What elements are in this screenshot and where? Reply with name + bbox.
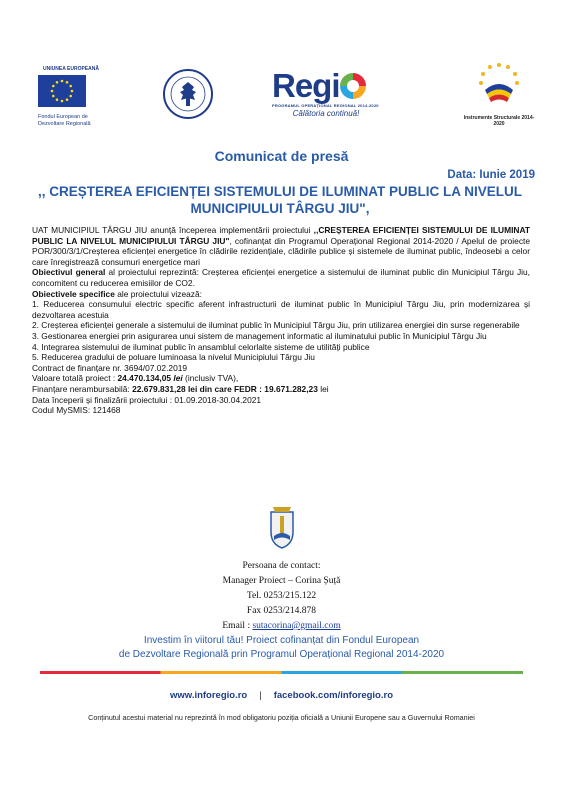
mysmis-code: Codul MySMIS: 121468: [32, 405, 121, 416]
specific-objectives-label: Obiectivele specifice: [32, 288, 115, 299]
eu-logo: [38, 66, 104, 127]
contact-phone: Tel. 0253/215.122: [246, 591, 317, 601]
contact-email-link[interactable]: sutacorina@gmail.com: [252, 621, 341, 631]
slogan-line-1: Investim în viitorul tău! Proiect cofinanțat din Fondul European: [143, 635, 420, 646]
disclaimer: Conținutul acestui material nu reprezintă în mod obligatoriu poziția oficială a Uniunii Europene sau a Guvernului Romaniei: [88, 713, 475, 722]
grant-label: Finanțare nerambursabilă:: [32, 383, 133, 394]
objective-item: 3. Gestionarea energiei prin asigurarea unui sistem de management informatic al iluminatului public în Municipiul Târgu Jiu: [32, 330, 487, 341]
eu-flag-icon: [38, 75, 86, 107]
footer-links: [0, 690, 563, 701]
eu-logo-caption: Fondul European de Dezvoltare Regională: [38, 114, 91, 127]
press-date: Data: Iunie 2019: [447, 169, 535, 181]
government-of-romania-seal-icon: [162, 68, 214, 120]
regio-circle-icon: [340, 73, 366, 99]
website-link[interactable]: www.inforegio.ro: [170, 690, 248, 701]
targu-jiu-coat-of-arms-icon: [268, 506, 296, 550]
footer-separator: |: [259, 690, 262, 701]
grant-amount: 22.679.831,28 lei din care FEDR : 19.671.282,23: [132, 383, 318, 394]
project-name: ,,CREȘTEREA EFICIENȚEI SISTEMULUI DE ILUMINAT PUBLIC LA NIVELUL MUNICIPIULUI TÂRGU JIU": [32, 225, 530, 246]
contact-fax: Fax 0253/214.878: [246, 606, 317, 616]
total-value-suffix: (inclusiv TVA),: [182, 373, 239, 384]
contract-number: Contract de finanțare nr. 3694/07.02.2019: [32, 362, 188, 373]
funding-slogan: [0, 634, 563, 662]
intro-text-cont: , cofinanțat din Programul Operațional Regional 2014-2020 / Apelul de proiecte POR/300/3/1/Creșterea eficienței energetice în clădirile rezidențiale, clădirile publice și sistemele de iluminat public, îndeosebi a celor care înregistrează consumuri energetice mari: [32, 235, 530, 267]
general-objective-text: al proiectului reprezintă: Creșterea eficienței energetice a sistemului de iluminat public din Municipiul Târgu Jiu, concomitent cu reducerea emisiilor de CO2.: [32, 267, 530, 288]
facebook-link[interactable]: facebook.com/inforegio.ro: [273, 690, 393, 701]
general-objective: [32, 267, 530, 288]
page-title: Comunicat de presă: [214, 148, 349, 164]
total-value-label: Valoare totală proiect :: [32, 373, 118, 384]
total-value-amount: 24.470.134,05: [117, 373, 174, 384]
slogan-line-2: de Dezvoltare Regională prin Programul Operațional Regional 2014-2020: [118, 649, 445, 660]
instrumente-structurale-emblem-icon: [475, 60, 523, 108]
objective-item: 1. Reducerea consumului electric specific aferent infrastructurii de iluminat public în Municipiul Târgu Jiu, prin modernizarea și dezvoltarea acestuia: [32, 299, 530, 320]
project-headline: ,, CREȘTEREA EFICIENȚEI SISTEMULUI DE ILUMINAT PUBLIC LA NIVELUL MUNICIPIULUI TÂRGU JIU",: [37, 184, 522, 216]
grant-suffix: lei: [317, 383, 329, 394]
regio-subtitle: PROGRAMUL OPERAȚIONAL REGIONAL 2014-2020: [272, 103, 379, 108]
color-divider: [40, 671, 523, 674]
contact-heading: Persoana de contact:: [242, 561, 321, 571]
project-dates: Data începerii și finalizării proiectului : 01.09.2018-30.04.2021: [32, 394, 262, 405]
total-value: [32, 373, 530, 384]
specific-objectives-text: ale proiectului vizează:: [114, 288, 202, 299]
instrumente-structurale-logo: [463, 60, 535, 128]
regio-wordmark: Regi: [272, 67, 340, 104]
general-objective-label: Obiectivul general: [32, 267, 106, 278]
contact-email-row: [0, 619, 563, 634]
instrumente-structurale-caption: Instrumente Structurale 2014-2020: [463, 115, 535, 128]
contact-manager: Manager Proiect – Corina Șuță: [222, 576, 341, 586]
objective-item: 4. Integrarea sistemului de iluminat public în ansamblul celorlalte sisteme de utilități publice: [32, 341, 370, 352]
total-value-currency: lei: [173, 373, 183, 384]
eu-logo-title: UNIUNEA EUROPEANĂ: [43, 66, 99, 72]
objective-item: 5. Reducerea gradului de poluare luminoasa la nivelul Municipiului Târgu Jiu: [32, 352, 315, 363]
objective-item: 2. Creșterea eficienței generale a sistemului de iluminat public în Municipiul Târgu Jiu, prin utilizarea energiei din surse regenerabile: [32, 320, 520, 331]
specific-objectives-heading: [32, 289, 530, 300]
regio-tagline: Călătoria continuă!: [292, 109, 360, 118]
press-release-body: [32, 225, 530, 416]
intro-text: UAT MUNICIPIUL TÂRGU JIU anunță începerea implementării proiectului: [32, 225, 314, 235]
regio-logo: [272, 67, 380, 118]
contact-email-label: Email :: [222, 621, 253, 631]
intro-paragraph: [32, 225, 530, 267]
contact-block: [0, 559, 563, 634]
grant-value: [32, 384, 530, 395]
